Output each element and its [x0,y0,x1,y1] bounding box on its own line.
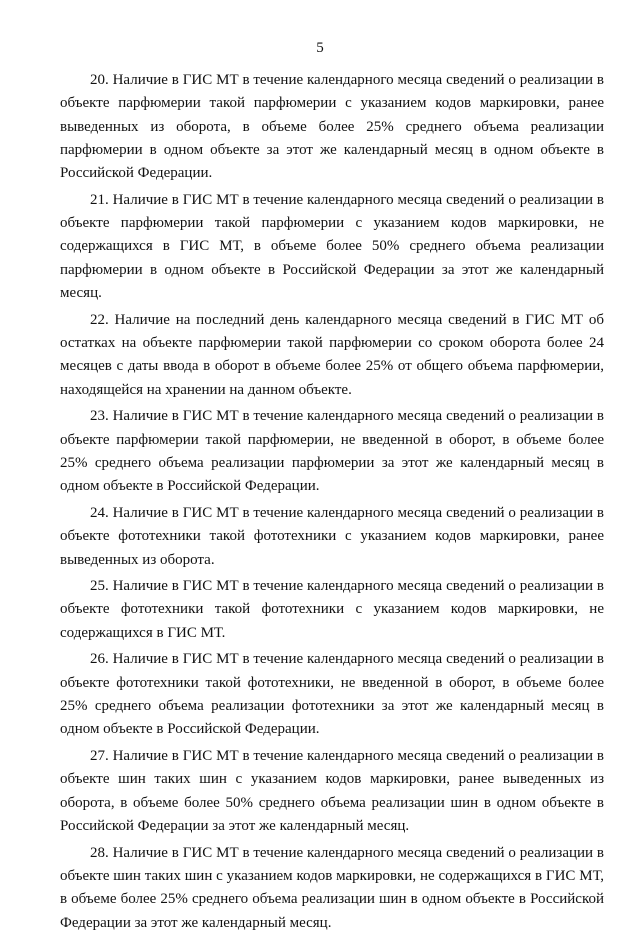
document-body [60,69,604,938]
paragraph-23: 23. Наличие в ГИС МТ в течение календарного месяца сведений о реализации в объекте парфюмерии такой парфюмерии, не введенной в оборот, в объеме более 25% среднего объема реализации парфюмерии за этот же календарный месяц в одном объекте в Российской Федерации. [60,408,604,495]
paragraph-28: 28. Наличие в ГИС МТ в течение календарного месяца сведений о реализации в объекте шин таких шин с указанием кодов маркировки, не содержащихся в ГИС МТ, в объеме более 25% среднего объема реализации шин в одном объекте в Российской Федерации за этот же календарный месяц. [60,844,604,931]
paragraph-25: 25. Наличие в ГИС МТ в течение календарного месяца сведений о реализации в объекте фототехники такой фототехники с указанием кодов маркировки, не содержащихся в ГИС МТ. [60,578,604,641]
paragraph-20: 20. Наличие в ГИС МТ в течение календарного месяца сведений о реализации в объекте парфюмерии такой парфюмерии с указанием кодов маркировки, ранее выведенных из оборота, в объеме более 25% среднего объема реализации парфюмерии в одном объекте за этот же календарный месяц в одном объекте в Российской Федерации. [60,72,604,182]
paragraph-27: 27. Наличие в ГИС МТ в течение календарного месяца сведений о реализации в объекте шин таких шин с указанием кодов маркировки, ранее выведенных из оборота, в объеме более 50% среднего объема реализации шин в одном объекте в Российской Федерации за этот же календарный месяц. [60,748,604,834]
paragraph-24: 24. Наличие в ГИС МТ в течение календарного месяца сведений о реализации в объекте фототехники такой фототехники с указанием кодов маркировки, ранее выведенных из оборота. [60,504,604,568]
paragraph-22: 22. Наличие на последний день календарного месяца сведений в ГИС МТ об остатках на объекте парфюмерии такой парфюмерии со сроком оборота более 24 месяцев с даты ввода в оборот в объеме более 25% от общего объема парфюмерии, находящейся на хранении на данном объекте. [60,311,604,398]
paragraph-21: 21. Наличие в ГИС МТ в течение календарного месяца сведений о реализации в объекте парфюмерии такой парфюмерии с указанием кодов маркировки, не содержащихся в ГИС МТ, в объеме более 50% среднего объема реализации парфюмерии в одном объекте в Российской Федерации за этот же календарный месяц. [60,191,604,302]
paragraph-26: 26. Наличие в ГИС МТ в течение календарного месяца сведений о реализации в объекте фототехники такой фототехники, не введенной в оборот, в объеме более 25% среднего объема реализации фототехники за этот же календарный месяц в одном объекте в Российской Федерации. [60,651,604,738]
page-number: 5 [316,40,324,56]
